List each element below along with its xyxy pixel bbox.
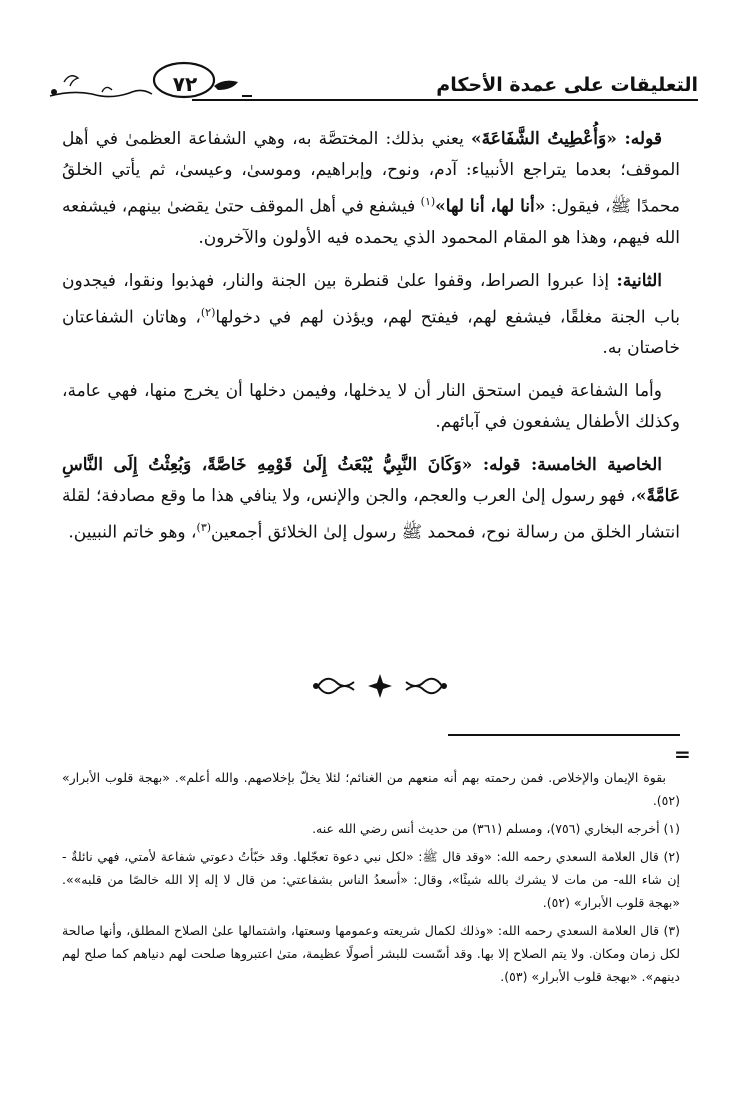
paragraph-text-cont: فيشفع في أهل الموقف حتىٰ يقضىٰ بينهم، فيشفعه الله فيهم، وهذا هو المقام المحمود الذي يحمده فيه الأولون والآخرون. [62,196,680,248]
paragraph-text: إذا عبروا الصراط، وقفوا علىٰ قنطرة بين الجنة والنار، فهذبوا ونقوا، فيجدون باب الجنة مغلقًا، فيشفع لهم، فيفتح لهم، ويؤذن لهم في دخولها [62,270,680,328]
footnote-2: (٢) قال العلامة السعدي رحمه الله: «وقد قال ﷺ: «لكل نبي دعوة تعجّلها. وقد خبّأتُ دعوتي شفاعة لأمتي، فهي نائلةٌ - إن شاء الله- من مات لا يشرك بالله شيئًا»، وقال: «أسعدُ الناس بشفاعتي: من قال لا إله إلا الله خالصًا من قلبه»». «بهجة قلوب الأبرار» (٥٢). [62,849,680,910]
footnote-ref-1[interactable]: (١) [420,195,436,208]
paragraph-second [62,266,680,365]
paragraph-label: قوله: «وَأُعْطِيتُ الشَّفَاعَةَ» [470,129,663,149]
running-header-title: التعليقات على عمدة الأحكام [436,74,698,96]
footnote-1: (١) أخرجه البخاري (٧٥٦)، ومسلم (٣٦١) من حديث أنس رضي الله عنه. [312,821,680,836]
paragraph-shafaa [62,124,680,254]
section-divider-ornament-icon [310,670,450,702]
paragraph-text-cont: ، وهو خاتم النبيين. [68,522,197,543]
paragraph-fifth-property [62,450,680,549]
page-number-ornament-icon [42,52,252,104]
continuation-mark: = [674,742,691,766]
paragraph-label: الخاصية الخامسة: قوله: «وَكَانَ النَّبِيُّ يُبْعَثُ إِلَىٰ قَوْمِهِ خَاصَّةً، وَبُعِثْتُ إِلَى النَّاسِ عَامَّةً» [62,455,680,507]
paragraph-label: الثانية: [616,270,662,291]
footnote-3: (٣) قال العلامة السعدي رحمه الله: «وذلك لكمال شريعته وعمومها وسعتها، واشتمالها علىٰ الصلاح المطلق، وأنها صالحة لكل زمان ومكان. ولا يتم الصلاح إلا بها. وقد أسّست للبشر أصولًا عظيمة، متىٰ اعتبروها صلحت لهم دنياهم كما صلح لهم دينهم». «بهجة قلوب الأبرار» (٥٣). [62,923,680,984]
page-header [42,52,698,104]
page-number: ٧٢ [172,72,198,96]
footnotes [62,766,680,993]
footnote-continuation: بقوة الإيمان والإخلاص. فمن رحمته بهم أنه منعهم من الغنائم؛ لئلا يخلّ بإخلاصهم. والله أعلم». «بهجة قلوب الأبرار» (٥٢). [62,770,680,808]
paragraph-text: ، فهو رسول إلىٰ العرب والعجم، والجن والإنس، ولا ينافي هذا ما وقع مصادفة؛ لقلة انتشار الخلق من رسالة نوح، فمحمد ﷺ رسول إلىٰ الخلائق أجمعين [62,486,680,543]
paragraph-general-shafaa: وأما الشفاعة فيمن استحق النار أن لا يدخلها، وفيمن دخلها أن يخرج منها، فهي عامة، وكذلك الأطفال يشفعون في آبائهم. [62,381,680,433]
main-text [62,124,680,561]
footnote-rule [448,734,680,736]
header-rule [192,99,698,101]
footnote-ref-2[interactable]: (٢) [200,305,216,319]
paragraph-text-cont: ، وهاتان الشفاعتان خاصتان به. [62,307,680,359]
paragraph-text: يعني بذلك: المختصَّة به، وهي الشفاعة العظمىٰ في أهل الموقف؛ بعدما يتراجع الأنبياء: آدم، ونوح، وإبراهيم، وموسىٰ، وعيسىٰ، ثم يأتي الخلقُ محمدًا ﷺ، فيقول: [62,129,680,217]
hadith-quote: «أنا لها، أنا لها» [435,196,546,217]
footnote-ref-3[interactable]: (٣) [196,521,212,535]
